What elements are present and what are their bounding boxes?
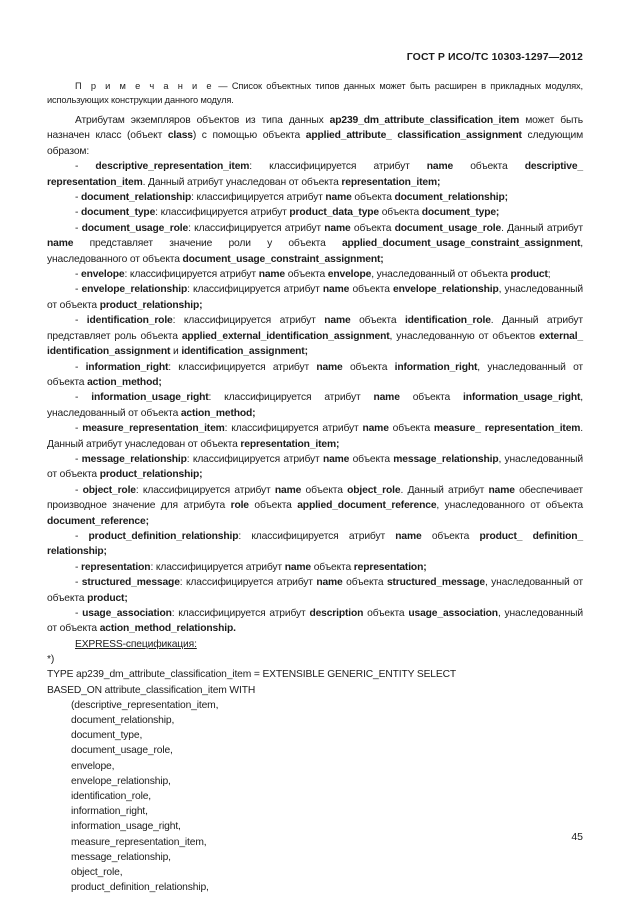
item-text: : классифицируется атрибут (179, 577, 317, 589)
item-text: : классифицируется атрибут (135, 484, 275, 496)
item-attribute: name (322, 453, 350, 465)
item-text: , унаследованный от объекта (47, 453, 583, 481)
item-entity: envelope_relationship (393, 284, 499, 296)
item-entity: document_relationship (81, 192, 192, 204)
item-entity: identification_role (404, 315, 491, 327)
item-text: , унаследованного от объекта (436, 500, 584, 512)
express-based-on-line: BASED_ON attribute_classification_item WITH (47, 684, 256, 696)
item-attribute: name (362, 423, 389, 435)
item-entity: envelope (81, 269, 125, 281)
express-type-line: TYPE ap239_dm_attribute_classification_item = EXTENSIBLE GENERIC_ENTITY SELECT (47, 669, 457, 681)
item-text: : классифицируется атрибут (187, 284, 323, 296)
express-list-item: measure_representation_item, (71, 836, 207, 848)
item-attribute: name (324, 222, 351, 234)
express-heading-line (47, 637, 583, 652)
item-entity: product; (87, 592, 128, 604)
item-text: : классифицируется атрибут (249, 161, 427, 173)
express-heading: EXPRESS-спецификация: (75, 638, 197, 650)
express-list-item: information_right, (71, 806, 148, 818)
item-entity: product_definition_relationship (88, 530, 239, 542)
express-list-item: product_definition_relationship, (71, 882, 209, 894)
item-entity: information_usage_right (463, 392, 581, 404)
item-text: : классифицируется атрибут (191, 192, 326, 204)
item-entity: product (510, 269, 548, 281)
list-item (47, 190, 583, 205)
list-item (47, 483, 583, 529)
item-text: : классифицируется атрибут (124, 269, 259, 281)
page-number: 45 (571, 831, 583, 843)
item-entity: envelope_relationship (81, 284, 188, 296)
item-text: . Данный атрибут (501, 222, 583, 234)
item-text: объекта (342, 577, 387, 589)
item-text: объекта (349, 453, 394, 465)
item-text: объекта (351, 192, 395, 204)
item-entity: document_type; (421, 207, 500, 219)
item-text: объекта (285, 269, 328, 281)
list-item (47, 575, 583, 606)
list-item (47, 452, 583, 483)
item-entity: object_role (82, 484, 136, 496)
item-entity: applied_external_identification_assignment (181, 330, 390, 342)
item-text: , унаследованный от объекта (371, 269, 511, 281)
item-text: ; (547, 269, 551, 281)
item-text: . Данный атрибут представляет роль объекта (47, 315, 584, 342)
intro-class-name: class (167, 130, 193, 142)
item-text: : классифицируется атрибут (186, 453, 323, 465)
item-entity: structured_message (386, 577, 485, 589)
list-item (47, 560, 583, 575)
item-entity: measure_ representation_item (433, 423, 581, 435)
item-entity: external_ identification_assignment (47, 330, 583, 358)
list-item (47, 390, 583, 421)
item-entity: representation_item; (240, 438, 340, 450)
item-attribute: name (426, 161, 454, 173)
note-label: П р и м е ч а н и е (75, 81, 214, 91)
item-entity: action_method; (180, 407, 256, 419)
item-entity: document_usage_role (394, 222, 502, 234)
item-attribute: name (316, 361, 343, 373)
item-text: объекта (350, 315, 405, 327)
item-entity: usage_association (82, 608, 172, 619)
list-item (47, 360, 583, 391)
item-text: : классифицируется атрибут (224, 423, 363, 435)
item-text: объекта (388, 423, 434, 435)
item-entity: information_right (394, 361, 478, 373)
item-text: - (75, 361, 86, 373)
item-text: - (75, 315, 87, 327)
item-text: - (75, 577, 82, 589)
note-text: — Список объектных типов данных может быть расширен в прикладных модулях, использующих конструкции данного модуля. (47, 81, 583, 105)
item-text: - (75, 530, 89, 542)
express-code-block (47, 652, 583, 895)
item-text: , унаследованный от объекта (47, 361, 583, 388)
item-text: . Данный атрибут унаследован от объекта (142, 176, 342, 188)
item-entity: envelope (327, 269, 372, 281)
list-item (47, 221, 583, 267)
express-list-item: message_relationship, (71, 851, 171, 863)
item-text: : классифицируется атрибут (171, 608, 310, 619)
item-text: : классифицируется атрибут (150, 561, 285, 573)
list-item (47, 159, 583, 190)
item-text: объекта (311, 561, 354, 573)
item-entity: information_right (85, 361, 169, 373)
item-text: : классифицируется атрибут (188, 222, 325, 234)
item-text: : классифицируется атрибут (168, 361, 317, 373)
item-text: объекта (301, 484, 348, 496)
item-entity: representation_item; (341, 176, 441, 188)
item-entity: message_relationship (393, 453, 499, 465)
item-text: объекта (453, 161, 525, 173)
express-list-item: object_role, (71, 867, 123, 879)
express-list-item: (descriptive_representation_item, (71, 699, 219, 711)
item-text: объекта (379, 207, 422, 219)
page-content (47, 80, 583, 895)
item-attribute: product_data_type (289, 207, 379, 219)
item-text: , унаследованный от объекта (47, 392, 584, 419)
item-attribute: description (309, 608, 364, 619)
express-list-item: identification_role, (71, 791, 151, 803)
express-list-item: information_usage_right, (71, 821, 181, 833)
item-text: объекта (421, 530, 480, 542)
item-text: . Данный атрибут унаследован от объекта (47, 423, 583, 450)
item-text: , унаследованный от объекта (47, 608, 583, 635)
item-attribute: name (322, 284, 350, 296)
item-text: объекта (363, 608, 409, 619)
item-text: объекта (342, 361, 395, 373)
item-entity: product_relationship; (99, 469, 203, 481)
intro-text: Атрибутам экземпляров объектов из типа данных (75, 115, 330, 126)
item-text: : классифицируется атрибут (238, 530, 396, 542)
item-text: объекта (349, 284, 394, 296)
item-entity: identification_role (86, 315, 173, 327)
item-entity: action_method; (87, 376, 162, 388)
item-entity: document_usage_constraint_assignment; (182, 253, 384, 265)
item-text: объекта (248, 500, 298, 512)
item-attribute: name (47, 238, 74, 250)
item-entity: descriptive_representation_item (95, 161, 250, 173)
item-attribute: name (284, 561, 312, 573)
item-text: - (75, 207, 81, 219)
item-entity: information_usage_right (91, 392, 209, 404)
item-text: - (75, 423, 83, 435)
item-attribute: name (274, 484, 302, 496)
item-text: представляет значение роли у объекта (73, 238, 342, 250)
express-list-item: document_type, (71, 730, 143, 742)
item-entity: document_reference; (47, 515, 149, 527)
list-item (47, 313, 583, 359)
item-attribute: name (373, 392, 400, 404)
item-entity: structured_message (81, 577, 180, 589)
item-text: - (75, 608, 83, 619)
item-entity: document_type (81, 207, 156, 219)
item-entity: document_usage_role (81, 222, 189, 234)
item-entity: applied_document_reference (297, 500, 437, 512)
item-text: , унаследованный от объекта (47, 577, 583, 604)
intro-text: ) с помощью объекта (192, 130, 306, 142)
item-entity: message_relationship (81, 453, 187, 465)
list-item (47, 421, 583, 452)
item-attribute: name (324, 315, 351, 327)
item-entity: descriptive_ representation_item (47, 161, 583, 188)
express-list-item: document_usage_role, (71, 745, 173, 757)
item-attribute: name (395, 530, 422, 542)
intro-text: следующим образом: (47, 130, 583, 157)
item-text: и (170, 346, 182, 358)
item-entity: representation; (353, 561, 427, 573)
item-text: , унаследованного от объекта (47, 238, 583, 265)
item-entity: representation (81, 561, 151, 573)
item-text: - (75, 269, 81, 281)
item-text: : классифицируется атрибут (155, 207, 290, 219)
express-open: *) (47, 654, 55, 666)
item-attribute: name (488, 484, 515, 496)
item-entity: object_role (347, 484, 401, 496)
item-attribute: role (230, 500, 249, 512)
item-text: - (75, 453, 82, 465)
list-item (47, 205, 583, 220)
item-text: . Данный атрибут (400, 484, 489, 496)
item-text: - (75, 561, 81, 573)
item-text: - (75, 392, 92, 404)
intro-paragraph (47, 113, 583, 159)
list-item (47, 606, 583, 637)
item-text: - (75, 161, 96, 173)
note-paragraph (47, 80, 583, 107)
item-text: - (75, 284, 82, 296)
item-text: объекта (399, 392, 464, 404)
list-item (47, 529, 583, 560)
item-entity: product_ definition_ relationship; (47, 530, 583, 558)
item-entity: identification_assignment; (181, 346, 308, 358)
express-list-item: document_relationship, (71, 715, 175, 727)
item-entity: measure_representation_item (82, 423, 225, 435)
item-entity: applied_document_usage_constraint_assignment (341, 238, 581, 250)
intro-text: может быть назначен класс (объект (47, 115, 583, 142)
intro-type-name: ap239_dm_attribute_classification_item (329, 115, 520, 126)
standard-header: ГОСТ Р ИСО/ТС 10303-1297—2012 (406, 51, 583, 63)
item-entity: action_method_relationship. (99, 623, 236, 635)
list-item (47, 282, 583, 313)
item-entity: product_relationship; (99, 299, 203, 311)
express-list-item: envelope_relationship, (71, 775, 171, 787)
item-attribute: name (258, 269, 286, 281)
item-text: , унаследованную от объектов (389, 330, 540, 342)
express-select-list (47, 698, 583, 896)
item-text: , унаследованный от объекта (47, 284, 583, 311)
intro-assignment-name: applied_attribute_ classification_assignment (305, 130, 522, 142)
item-attribute: name (325, 192, 352, 204)
item-text: обеспечивает производное значение для атрибута (47, 484, 583, 512)
item-text: - (75, 192, 81, 204)
item-text: объекта (350, 222, 395, 234)
item-text: : классифицируется атрибут (172, 315, 325, 327)
item-entity: usage_association (408, 608, 498, 619)
item-text: - (75, 484, 83, 496)
item-entity: document_relationship; (394, 192, 508, 204)
item-text: : классифицируется атрибут (208, 392, 374, 404)
item-text: - (75, 222, 82, 234)
express-list-item: envelope, (71, 760, 115, 772)
item-attribute: name (316, 577, 343, 589)
list-item (47, 267, 583, 282)
